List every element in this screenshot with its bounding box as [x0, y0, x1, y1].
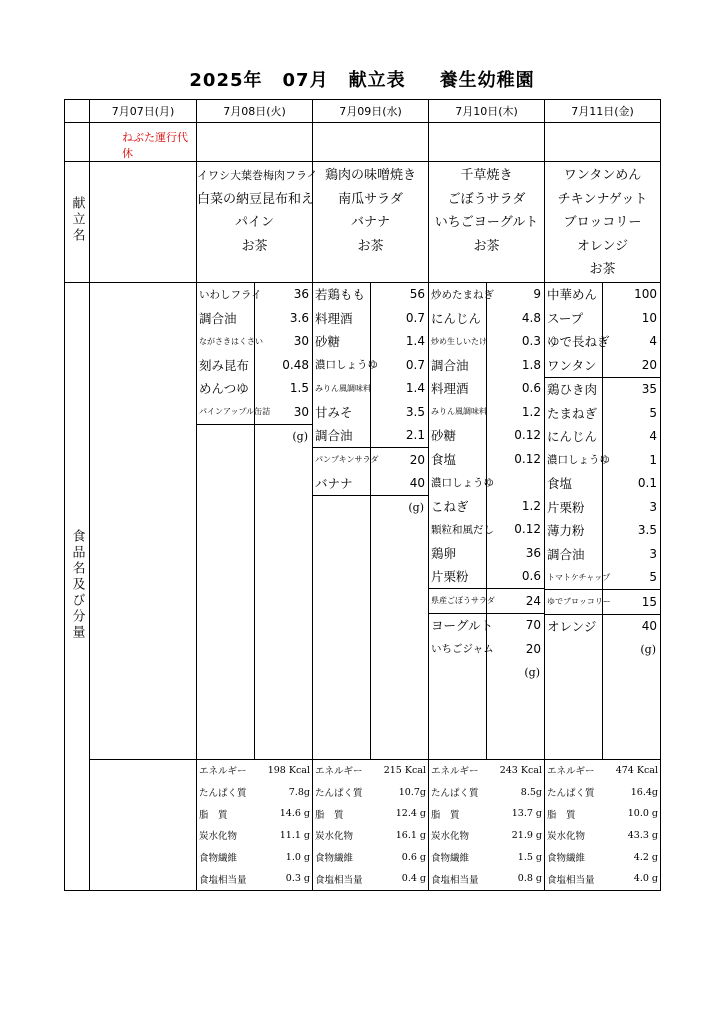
nutrition-value: 8.5g [520, 786, 542, 798]
nutrition-row [545, 846, 660, 868]
ingredient-name: 鶏ひき肉 [547, 382, 598, 398]
dish-name: オレンジ [576, 238, 629, 254]
ingredient-row [545, 401, 660, 425]
ingredient-row [429, 447, 544, 471]
dish-name: 千草焼き [460, 168, 513, 183]
nutrition-value: 1.0 g [285, 851, 310, 863]
ingredient-row [545, 519, 660, 543]
ingredient-amount: 0.6 [521, 569, 541, 584]
ingredient-amount: 0.12 [514, 428, 541, 443]
ingredient-amount: 20 [409, 452, 425, 467]
title-month: 07月 [282, 70, 329, 91]
ingredient-row [313, 353, 428, 377]
nutrition-label: 炭水化物 [315, 831, 354, 843]
ingredient-name: 調合油 [431, 357, 469, 373]
ingredient-row [429, 330, 544, 354]
ingredient-name: 調合油 [547, 546, 585, 562]
nutrition-row [545, 868, 660, 890]
ingredient-amount: 1.2 [521, 404, 541, 419]
ingredient-amount: 30 [293, 334, 309, 349]
ingredient-amount: 20 [641, 357, 657, 372]
note-cell-wed [313, 123, 429, 162]
nutrition-value: 43.3 g [627, 829, 658, 841]
ingredient-name: 片栗粉 [547, 499, 585, 515]
ingredient-name: にんじん [547, 429, 598, 445]
ingredient-row [313, 400, 428, 424]
menu-name-label [65, 162, 90, 283]
nutrition-row [429, 760, 544, 782]
ingredient-row [429, 518, 544, 542]
ingredient-name: パンプキンサラダ [315, 455, 379, 465]
ingredient-row [313, 283, 428, 307]
unit-label: (g) [524, 665, 540, 679]
nutrition-label: たんぱく質 [431, 788, 479, 800]
foods-cell-fri [545, 282, 661, 759]
ingredient-row [429, 306, 544, 330]
nutrition-label: たんぱく質 [315, 788, 363, 800]
nutrition-row [197, 803, 312, 825]
nutrition-label: 食塩相当量 [431, 874, 479, 886]
ingredient-row [429, 637, 544, 661]
nutrition-row [429, 868, 544, 890]
unit-label: (g) [640, 643, 656, 656]
note-cell-thu [429, 123, 545, 162]
menu-table [64, 99, 661, 891]
ingredient-row [197, 377, 312, 401]
ingredient-row [313, 424, 428, 449]
nutrition-row [313, 803, 428, 825]
ingredient-amount: 70 [525, 618, 541, 633]
ingredient-amount: 3 [649, 499, 657, 514]
ingredient-name: ヨーグルト [431, 618, 494, 634]
ingredient-row [429, 494, 544, 518]
dish-name: お茶 [357, 238, 384, 254]
nutrition-value: 11.1 g [279, 829, 310, 841]
dish-cell-fri [545, 162, 661, 283]
ingredient-name: たまねぎ [547, 405, 598, 421]
ingredient-name: パインアップル缶詰 [199, 407, 271, 417]
nutrition-row [65, 759, 661, 890]
dish-name: 白菜の納豆昆布和え [197, 191, 315, 207]
title-doc: 献立表 [348, 70, 406, 91]
foods-label-text: 食品名及び分量 [69, 528, 85, 641]
nutrition-row [197, 868, 312, 890]
nutrition-cell-tue [197, 759, 313, 890]
dish-name: パイン [234, 215, 274, 230]
dish-name: 南瓜サラダ [338, 191, 403, 207]
ingredient-name: 濃口しょうゆ [431, 476, 494, 489]
ingredient-name: 中華めん [547, 287, 598, 303]
nutrition-row [313, 846, 428, 868]
nutrition-row [545, 781, 660, 803]
ingredient-amount: 4.8 [521, 310, 541, 325]
nutrition-value: 0.6 g [401, 851, 426, 863]
dish-name: お茶 [589, 262, 616, 277]
ingredient-row [429, 541, 544, 565]
ingredient-name: いわしフライ [199, 288, 262, 301]
ingredient-name: 砂糖 [315, 334, 341, 350]
corner-cell [65, 100, 90, 123]
nutrition-label: 脂 質 [315, 809, 344, 821]
nutrition-row [313, 760, 428, 782]
ingredient-name: ワンタン [547, 357, 597, 373]
ingredient-name: 炒めたまねぎ [431, 288, 494, 301]
ingredient-amount: 2.1 [405, 428, 425, 443]
ingredient-name: にんじん [431, 310, 482, 326]
ingredient-name: 調合油 [315, 428, 353, 444]
ingredient-row [429, 614, 544, 638]
ingredient-row [429, 424, 544, 448]
foods-cell-wed [313, 282, 429, 759]
nutrition-label: 脂 質 [431, 809, 460, 821]
nutrition-value: 4.2 g [633, 851, 658, 863]
ingredient-amount: 10 [641, 310, 657, 325]
ingredient-amount: 3.5 [637, 523, 657, 538]
nutrition-row [545, 760, 660, 782]
ingredient-row [545, 566, 660, 591]
foods-label [65, 282, 90, 890]
ingredient-name: 濃口しょうゆ [315, 359, 378, 372]
ingredient-amount: 1.4 [405, 334, 425, 349]
nutrition-cell-fri [545, 759, 661, 890]
nutrition-value: 474 Kcal [615, 764, 658, 776]
foods-cell-tue [197, 282, 313, 759]
ingredient-amount: 15 [641, 594, 657, 609]
title-school: 養生幼稚園 [439, 70, 535, 91]
nutrition-value: 215 Kcal [383, 764, 426, 776]
nutrition-value: 0.3 g [285, 873, 310, 885]
nutrition-row [197, 781, 312, 803]
ingredient-amount: 0.48 [282, 357, 309, 372]
nutrition-value: 198 Kcal [267, 764, 310, 776]
ingredient-amount: 0.12 [514, 522, 541, 537]
dish-cell-mon [90, 162, 197, 283]
nutrition-value: 7.8g [288, 786, 310, 798]
ingredient-name: トマトケチャップ [547, 572, 611, 582]
nutrition-value: 21.9 g [511, 829, 542, 841]
nutrition-row [545, 803, 660, 825]
nutrition-value: 16.1 g [395, 829, 426, 841]
dish-name: バナナ [350, 215, 390, 230]
dish-name: 鶏肉の味噌焼き [324, 168, 416, 183]
ingredient-name: 濃口しょうゆ [547, 454, 610, 467]
nutrition-row [313, 868, 428, 890]
foods-row [65, 282, 661, 759]
nutrition-value: 10.0 g [627, 808, 658, 820]
dish-name: お茶 [473, 238, 500, 254]
ingredient-row [545, 472, 660, 496]
ingredient-amount: 3 [649, 546, 657, 561]
ingredient-row [545, 283, 660, 307]
dish-name: ごぼうサラダ [447, 191, 526, 207]
ingredient-row [545, 306, 660, 330]
note-cell-fri [545, 123, 661, 162]
unit-label: (g) [292, 429, 308, 443]
ingredient-amount: 0.7 [405, 310, 425, 325]
ingredient-row [313, 330, 428, 354]
nutrition-value: 243 Kcal [499, 764, 542, 776]
ingredient-row [197, 400, 312, 425]
note-row [65, 123, 661, 162]
ingredient-amount: 3.6 [289, 310, 309, 325]
ingredient-row [313, 377, 428, 401]
ingredient-row [429, 283, 544, 307]
unit-label: (g) [408, 501, 424, 514]
nutrition-label: エネルギー [315, 766, 363, 778]
dish-row [65, 162, 661, 283]
date-header-fri: 7月11日(金) [545, 100, 661, 123]
ingredient-name: 若鶏もも [315, 287, 366, 303]
ingredient-amount: 40 [641, 619, 657, 634]
nutrition-row [545, 825, 660, 847]
ingredient-amount: 5 [649, 570, 657, 585]
ingredient-name: 炒め生しいたけ [431, 336, 487, 346]
ingredient-name: ゆでブロッコリー [547, 597, 611, 607]
nutrition-label: 炭水化物 [431, 831, 470, 843]
ingredient-name: 料理酒 [315, 310, 353, 326]
ingredient-name: バナナ [315, 476, 353, 492]
ingredient-amount: 56 [409, 287, 425, 302]
date-header-mon: 7月07日(月) [90, 100, 197, 123]
ingredient-row [197, 283, 312, 307]
ingredient-amount: 40 [409, 476, 425, 491]
nutrition-label: 脂 質 [199, 809, 228, 821]
nutrition-label: 食塩相当量 [199, 874, 247, 886]
date-header-thu: 7月10日(木) [429, 100, 545, 123]
ingredient-amount: 24 [525, 593, 541, 608]
ingredient-row [545, 542, 660, 566]
nutrition-label: 食物繊維 [547, 853, 586, 865]
ingredient-name: 顆粒和風だし [431, 523, 494, 536]
nutrition-row [313, 825, 428, 847]
note-cell-mon [90, 123, 197, 162]
ingredient-amount: 0.1 [637, 476, 657, 491]
ingredient-amount: 0.7 [405, 357, 425, 372]
dish-name: お茶 [241, 238, 268, 254]
ingredient-amount: 1.2 [521, 498, 541, 513]
header-row [65, 100, 661, 123]
nutrition-label: 食物繊維 [199, 853, 238, 865]
nutrition-label: エネルギー [199, 766, 247, 778]
ingredient-name: 食塩 [431, 451, 457, 467]
dish-name: イワシ大葉巻梅肉フライ [197, 169, 318, 182]
ingredient-name: ゆで長ねぎ [547, 334, 610, 350]
nutrition-label: 食物繊維 [431, 853, 470, 865]
nutrition-label: 食塩相当量 [547, 874, 595, 886]
nutrition-value: 0.8 g [517, 873, 542, 885]
nutrition-value: 16.4g [630, 786, 658, 798]
nutrition-row [429, 781, 544, 803]
nutrition-label: たんぱく質 [199, 788, 247, 800]
ingredient-amount: 4 [649, 334, 657, 349]
ingredient-amount: 1 [649, 452, 657, 467]
date-header-wed: 7月09日(水) [313, 100, 429, 123]
nutrition-row [197, 825, 312, 847]
nutrition-row [429, 825, 544, 847]
ingredient-row [197, 353, 312, 377]
ingredient-row [545, 425, 660, 449]
ingredient-amount: 36 [293, 287, 309, 302]
nutrition-value: 4.0 g [633, 873, 658, 885]
ingredient-amount: 36 [525, 545, 541, 560]
ingredient-row [429, 589, 544, 614]
ingredient-name: めんつゆ [199, 381, 249, 397]
ingredient-amount: 0.3 [521, 334, 541, 349]
ingredient-row [197, 330, 312, 354]
nutrition-cell-thu [429, 759, 545, 890]
nutrition-label: 炭水化物 [547, 831, 586, 843]
note-label-cell [65, 123, 90, 162]
dish-cell-thu [429, 162, 545, 283]
nutrition-label: たんぱく質 [547, 788, 595, 800]
ingredient-amount: 30 [293, 404, 309, 419]
ingredient-amount: 20 [525, 641, 541, 656]
nutrition-value: 12.4 g [395, 808, 426, 820]
ingredient-row [429, 565, 544, 590]
ingredient-row [545, 590, 660, 615]
nutrition-label: 食塩相当量 [315, 874, 363, 886]
ingredient-row [313, 472, 428, 497]
ingredient-row [545, 495, 660, 519]
ingredient-row [545, 330, 660, 354]
nutrition-row [197, 846, 312, 868]
page-title [0, 66, 724, 92]
ingredient-amount: 1.4 [405, 381, 425, 396]
dish-name: ワンタンめん [563, 168, 642, 183]
ingredient-name: ながさきはくさい [199, 336, 263, 346]
ingredient-name: 調合油 [199, 310, 237, 326]
ingredient-amount: 5 [649, 405, 657, 420]
ingredient-name: 鶏卵 [431, 545, 457, 561]
nutrition-label: エネルギー [547, 766, 595, 778]
dish-cell-wed [313, 162, 429, 283]
ingredient-name: みりん風調味料 [315, 383, 371, 393]
ingredient-amount: 0.6 [521, 381, 541, 396]
ingredient-name: スープ [547, 310, 584, 326]
nutrition-label: 脂 質 [547, 809, 576, 821]
ingredient-name: 片栗粉 [431, 569, 469, 585]
ingredient-name: 食塩 [547, 476, 573, 492]
nutrition-value: 14.6 g [279, 808, 310, 820]
ingredient-row [313, 448, 428, 472]
dish-name: いちごヨーグルト [434, 215, 539, 230]
ingredient-amount: 9 [533, 287, 541, 302]
ingredient-row [313, 306, 428, 330]
ingredient-row [545, 378, 660, 402]
ingredient-amount: 4 [649, 429, 657, 444]
nutrition-row [313, 781, 428, 803]
ingredient-amount: 0.12 [514, 451, 541, 466]
ingredient-row [545, 448, 660, 472]
dish-name: ブロッコリー [563, 215, 642, 230]
ingredient-row [429, 377, 544, 401]
ingredient-amount: 35 [641, 382, 657, 397]
nutrition-value: 13.7 g [511, 808, 542, 820]
nutrition-cell-mon [90, 759, 197, 890]
nutrition-cell-wed [313, 759, 429, 890]
date-header-tue: 7月08日(火) [197, 100, 313, 123]
nutrition-value: 1.5 g [517, 851, 542, 863]
ingredient-name: みりん風調味料 [431, 407, 487, 417]
nutrition-value: 10.7g [398, 786, 426, 798]
nutrition-row [197, 760, 312, 782]
dish-name: チキンナゲット [557, 191, 648, 207]
title-year: 2025年 [189, 70, 263, 91]
foods-cell-mon [90, 282, 197, 759]
nutrition-row [429, 803, 544, 825]
ingredient-name: オレンジ [547, 619, 597, 635]
ingredient-row [545, 615, 660, 639]
holiday-note: ねぶた運行代休 [122, 131, 188, 160]
ingredient-name: 刻み昆布 [199, 357, 250, 373]
foods-cell-thu [429, 282, 545, 759]
nutrition-label: 炭水化物 [199, 831, 238, 843]
ingredient-row [545, 353, 660, 378]
ingredient-amount: 1.8 [521, 357, 541, 372]
nutrition-value: 0.4 g [401, 873, 426, 885]
ingredient-row [429, 471, 544, 495]
ingredient-row [197, 306, 312, 330]
dish-cell-tue [197, 162, 318, 283]
ingredient-name: こねぎ [431, 498, 469, 514]
ingredient-amount: 1.5 [289, 381, 309, 396]
ingredient-amount: 3.5 [405, 404, 425, 419]
ingredient-name: いちごジャム [431, 643, 494, 656]
ingredient-amount: 100 [634, 287, 657, 302]
ingredient-name: 甘みそ [315, 404, 353, 420]
nutrition-label: 食物繊維 [315, 853, 354, 865]
ingredient-row [429, 353, 544, 377]
nutrition-row [429, 846, 544, 868]
ingredient-name: 砂糖 [431, 428, 457, 444]
ingredient-name: 料理酒 [431, 381, 469, 397]
note-cell-tue [197, 123, 313, 162]
ingredient-name: 薄力粉 [547, 523, 585, 539]
ingredient-name: 県産ごぼうサラダ [431, 596, 495, 606]
ingredient-row [429, 400, 544, 424]
menu-name-label-text: 献立名 [69, 196, 85, 245]
nutrition-label: エネルギー [431, 766, 479, 778]
